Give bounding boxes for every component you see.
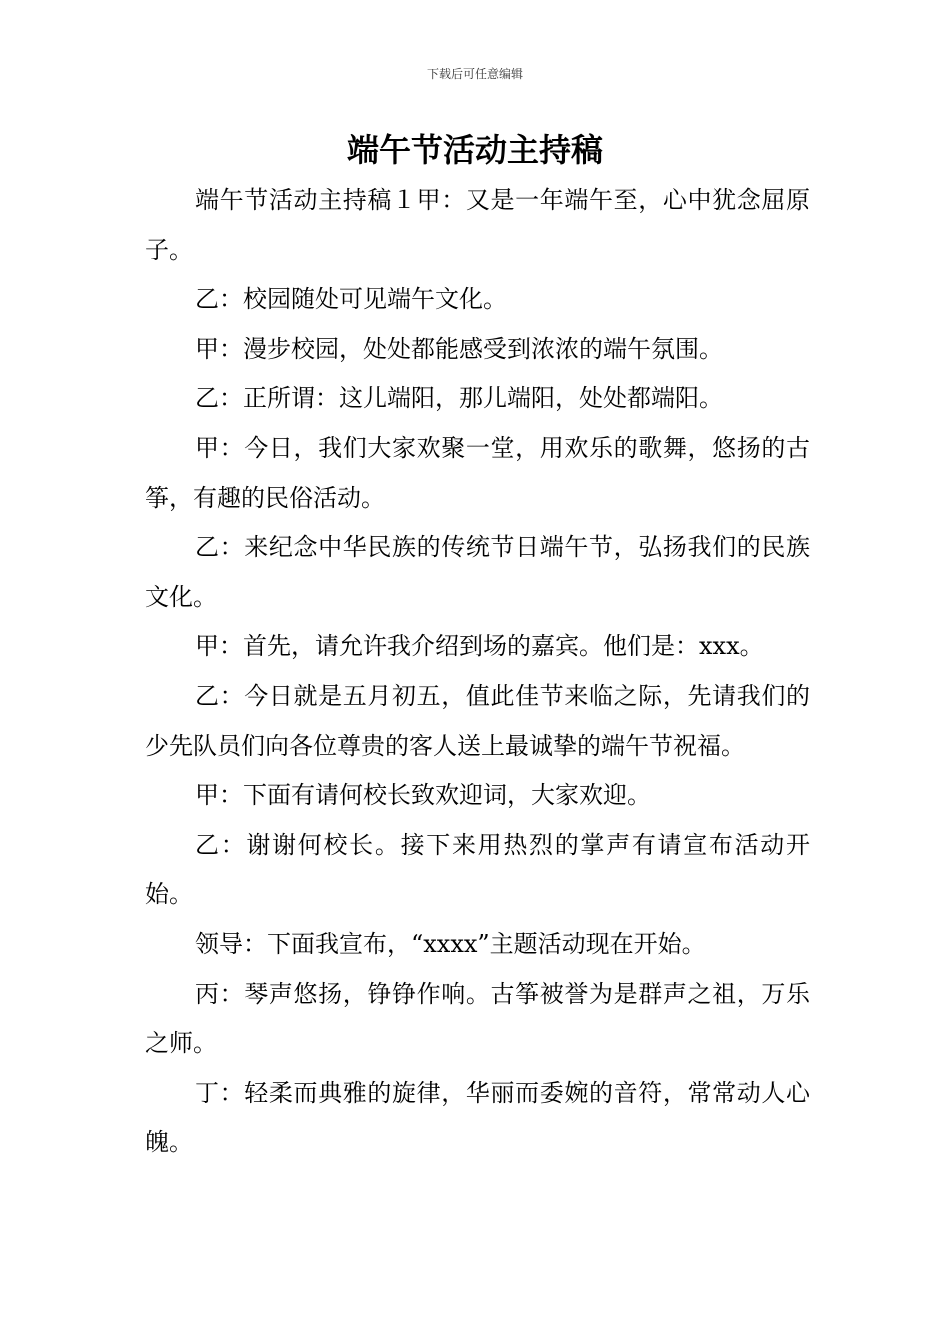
paragraph: 甲：下面有请何校长致欢迎词，大家欢迎。 [195, 781, 651, 810]
document-title: 端午节活动主持稿 [346, 131, 603, 169]
paragraph: 乙：正所谓：这儿端阳，那儿端阳，处处都端阳。 [195, 384, 723, 413]
paragraph: 甲：首先，请允许我介绍到场的嘉宾。他们是：xxx。 [195, 632, 764, 661]
paragraph: 乙：来纪念中华民族的传统节日端午节，弘扬我们的民族文化。 [145, 533, 810, 611]
header-note: 下载后可任意编辑 [426, 67, 523, 81]
paragraph: 甲：漫步校园，处处都能感受到浓浓的端午氛围。 [195, 334, 723, 363]
paragraph: 乙：校园随处可见端午文化。 [195, 285, 507, 314]
paragraph: 丙：琴声悠扬，铮铮作响。古筝被誉为是群声之祖，万乐之师。 [145, 979, 810, 1058]
document-body [145, 176, 810, 1168]
paragraph: 端午节活动主持稿１甲：又是一年端午至，心中犹念屈原子。 [145, 186, 810, 264]
paragraph: 丁：轻柔而典雅的旋律，华丽而委婉的音符，常常动人心魄。 [145, 1078, 810, 1157]
paragraph: 乙：谢谢何校长。接下来用热烈的掌声有请宣布活动开始。 [145, 830, 810, 909]
paragraph: 领导：下面我宣布，“xxxx”主题活动现在开始。 [195, 929, 706, 958]
paragraph: 乙：今日就是五月初五，值此佳节来临之际，先请我们的少先队员们向各位尊贵的客人送上最诚挚的端午节祝福。 [145, 681, 810, 760]
paragraph: 甲：今日，我们大家欢聚一堂，用欢乐的歌舞，悠扬的古筝，有趣的民俗活动。 [145, 433, 810, 512]
